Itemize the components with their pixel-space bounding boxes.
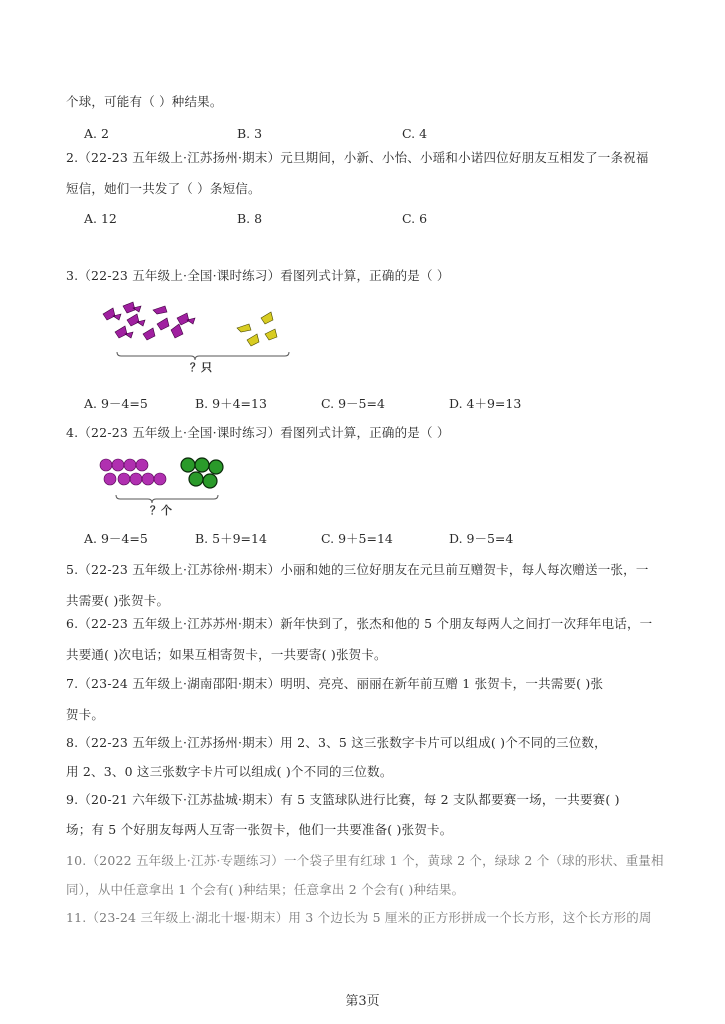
question-7-line-2: 贺卡。 <box>66 707 105 722</box>
option-a: A. 9－4=5 <box>84 531 148 546</box>
brace-label: ？个 <box>150 504 172 517</box>
question-10-line-1: 10.（2022 五年级上·江苏·专题练习）一个袋子里有红球 1 个，黄球 2 个，绿球 2 个（球的形状、重量相 <box>66 853 664 868</box>
question-9-line-1: 9.（20-21 六年级下·江苏盐城·期末）有 5 支篮球队进行比赛，每 2 支队都要赛一场，一共要赛( ) <box>66 792 620 807</box>
option-a: A. 2 <box>84 126 109 141</box>
option-a: A. 12 <box>84 211 117 226</box>
option-c: C. 9－5=4 <box>321 396 385 411</box>
option-b: B. 8 <box>237 211 263 226</box>
option-c: C. 4 <box>402 126 428 141</box>
option-b: B. 5＋9=14 <box>195 531 267 546</box>
option-d: D. 4＋9=13 <box>449 396 522 411</box>
question-2-line-1: 2.（22-23 五年级上·江苏扬州·期末）元旦期间，小新、小怡、小瑶和小诺四位好朋友互相发了一条祝福 <box>66 150 649 165</box>
brace-label: ？只 <box>190 361 212 374</box>
question-9-line-2: 场；有 5 个好朋友每两人互寄一张贺卡，他们一共要准备( )张贺卡。 <box>66 822 453 837</box>
question-10-line-2: 同），从中任意拿出 1 个会有( )种结果；任意拿出 2 个会有( )种结果。 <box>66 882 465 897</box>
question-11-line-1: 11.（23-24 三年级上·湖北十堰·期末）用 3 个边长为 5 厘米的正方形拼成一个长方形，这个长方形的周 <box>66 910 652 925</box>
option-b: B. 9＋4=13 <box>195 396 267 411</box>
option-c: C. 9＋5=14 <box>321 531 393 546</box>
question-5-line-2: 共需要( )张贺卡。 <box>66 593 170 608</box>
option-c: C. 6 <box>402 211 428 226</box>
question-5-line-1: 5.（22-23 五年级上·江苏徐州·期末）小丽和她的三位好朋友在元旦前互赠贺卡，每人每次赠送一张，一 <box>66 562 649 577</box>
question-7-line-1: 7.（23-24 五年级上·湖南邵阳·期末）明明、亮亮、丽丽在新年前互赠 1 张贺卡，一共需要( )张 <box>66 676 604 691</box>
butterflies-figure <box>95 300 295 375</box>
page-number: 第3页 <box>345 994 380 1009</box>
question-6-line-1: 6.（22-23 五年级上·江苏苏州·期末）新年快到了，张杰和他的 5 个朋友每两人之间打一次拜年电话，一 <box>66 616 653 631</box>
question-1-tail-text: 个球，可能有（ ）种结果。 <box>66 94 223 109</box>
question-6-line-2: 共要通( )次电话；如果互相寄贺卡，一共要寄( )张贺卡。 <box>66 647 387 662</box>
option-b: B. 3 <box>237 126 263 141</box>
question-2-line-2: 短信，她们一共发了（ ）条短信。 <box>66 181 261 196</box>
question-8-line-1: 8.（22-23 五年级上·江苏扬州·期末）用 2、3、5 这三张数字卡片可以组成( )个不同的三位数， <box>66 735 607 750</box>
option-a: A. 9－4=5 <box>84 396 148 411</box>
option-d: D. 9－5=4 <box>449 531 514 546</box>
question-4-line-1: 4.（22-23 五年级上·全国·课时练习）看图列式计算，正确的是（ ） <box>66 425 450 440</box>
balls-figure <box>96 455 236 517</box>
question-3-line-1: 3.（22-23 五年级上·全国·课时练习）看图列式计算，正确的是（ ） <box>66 268 450 283</box>
question-8-line-2: 用 2、3、0 这三张数字卡片可以组成( )个不同的三位数。 <box>66 764 393 779</box>
